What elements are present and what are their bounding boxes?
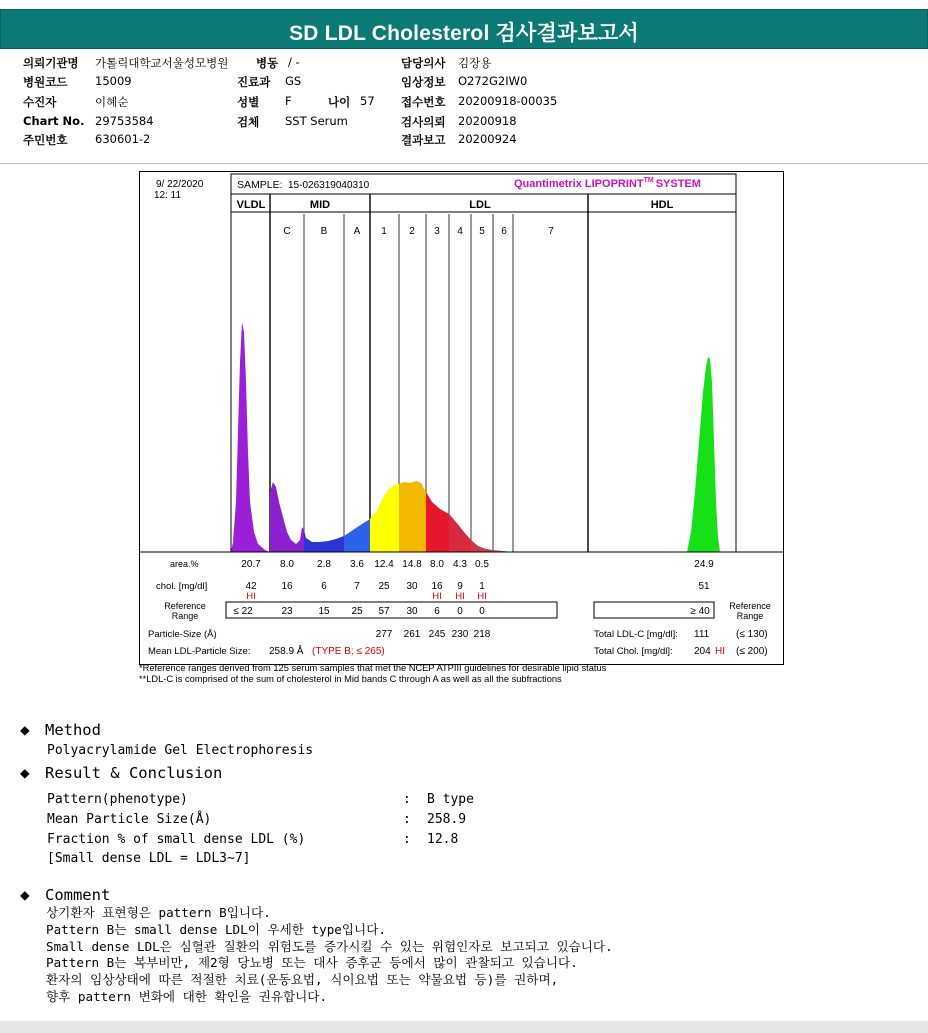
footnote-1: *Reference ranges derived from 125 serum samples that met the NCEP ATPIII guidelines for desirable lipid status	[139, 663, 607, 673]
ref-ldl5: 0	[479, 606, 485, 617]
chol-a: 7	[354, 581, 360, 592]
band-label-6: 6	[501, 226, 507, 237]
receipt-value: 20200918-00035	[458, 94, 558, 108]
clinical-value: O272G2IW0	[458, 74, 528, 88]
ref-a: 25	[351, 606, 363, 617]
chol-ldl3: 16	[431, 581, 443, 592]
lipoprint-svg	[140, 172, 783, 664]
result-note: [Small dense LDL = LDL3~7]	[47, 851, 251, 867]
row-label-area: area.%	[170, 559, 199, 569]
chol-b: 6	[321, 581, 327, 592]
row-label-particle: Particle-Size (Å)	[148, 629, 217, 640]
peak-vldl	[231, 322, 270, 552]
clinical-label: 임상정보	[401, 75, 446, 89]
ref-box-left	[226, 602, 557, 618]
mean-ldl-type: (TYPE B; ≤ 265)	[312, 646, 385, 657]
sample-label: SAMPLE:	[237, 179, 283, 191]
method-section	[20, 720, 101, 739]
specimen-value: SST Serum	[285, 114, 348, 128]
band-label-b: B	[320, 226, 328, 237]
id-value: 630601-2	[95, 132, 151, 146]
sample-id: 15-026319040310	[288, 180, 370, 191]
comment-line: Small dense LDL은 심혈관 질환의 위험도를 증가시킬 수 있는 위험인자로 보고되고 있습니다.	[46, 938, 613, 954]
band-label-5: 5	[479, 226, 485, 237]
area-ldl1: 12.4	[374, 559, 394, 570]
reference-values	[233, 606, 485, 617]
ref-vldl: ≤ 22	[233, 606, 253, 617]
brand-suffix: SYSTEM	[655, 178, 701, 190]
chol-c: 16	[281, 581, 293, 592]
area-vldl: 20.7	[241, 559, 261, 570]
sex-value: F	[285, 94, 292, 108]
report-date: 9/ 22/2020	[156, 179, 204, 190]
footer-band	[0, 1021, 928, 1033]
age-value: 57	[360, 94, 375, 108]
peak-ldl1	[370, 484, 399, 552]
hi-flag-ldl5: HI	[477, 591, 487, 602]
ref-hdl: ≥ 40	[690, 606, 710, 617]
request-value: 20200918	[458, 114, 517, 128]
comment-line: Pattern B는 복부비만, 제2형 당뇨병 또는 대사 증후군 등에서 많이 관찰되고 있습니다.	[46, 955, 578, 971]
result-value: 258.9	[427, 811, 467, 827]
result-date-label: 결과보고	[401, 133, 446, 147]
ref-ldl2: 30	[406, 606, 418, 617]
brand-text: Quantimetrix LIPOPRINT	[514, 178, 644, 190]
area-ldl5: 0.5	[475, 559, 489, 570]
hi-flags	[246, 591, 487, 602]
peak-ldl2	[399, 481, 426, 552]
result-label: Mean Particle Size(Å)	[47, 811, 212, 827]
peak-mid-a	[344, 519, 370, 552]
total-ldl-label: Total LDL-C [mg/dl]:	[594, 629, 678, 640]
id-label: 주민번호	[23, 133, 68, 147]
chol-ldl4: 9	[457, 581, 463, 592]
result-label: Fraction % of small dense LDL (%)	[47, 831, 306, 847]
diamond-icon: ◆	[20, 720, 30, 739]
comment-line: 환자의 임상상태에 따른 적절한 치료(운동요법, 식이요법 또는 약물요법 등)를 권하며,	[46, 972, 559, 988]
header-separator	[0, 163, 928, 164]
chol-ldl5: 1	[479, 581, 485, 592]
ps-ldl1: 277	[375, 629, 393, 640]
comment-lines	[46, 905, 613, 1006]
area-ldl3: 8.0	[430, 559, 444, 570]
ref-ldl3: 6	[434, 606, 440, 617]
ref-label-right-1: Reference	[729, 601, 771, 611]
footnote-2: **LDL-C is comprised of the sum of cholesterol in Mid bands C through A as well as all the subfractions	[139, 674, 562, 684]
report-title: SD LDL Cholesterol 검사결과보고서	[289, 22, 639, 45]
band-label-3: 3	[434, 226, 440, 237]
hi-flag-ldl3: HI	[432, 591, 442, 602]
ps-ldl2: 261	[403, 629, 421, 640]
report-time: 12: 11	[154, 190, 182, 201]
ward-label: 병동	[256, 56, 279, 70]
group-mid: MID	[309, 199, 331, 211]
doctor-value: 김장용	[458, 56, 492, 70]
result-rows	[47, 790, 474, 869]
ref-c: 23	[281, 606, 293, 617]
diamond-icon: ◆	[20, 763, 30, 782]
hi-flag-ldl4: HI	[455, 591, 465, 602]
ref-label-right-2: Range	[736, 611, 764, 621]
chart-no-value: 29753584	[95, 114, 154, 128]
chol-ldl1: 25	[378, 581, 390, 592]
area-b: 2.8	[317, 559, 331, 570]
total-ldl-ref: (≤ 130)	[736, 629, 768, 640]
result-colon: :	[403, 831, 411, 847]
ward-value: / -	[288, 55, 300, 69]
hi-flag-vldl: HI	[246, 591, 256, 602]
sex-label: 성별	[237, 95, 260, 109]
comment-line: 향후 pattern 변화에 대한 확인을 권유합니다.	[46, 988, 328, 1004]
band-label-4: 4	[457, 226, 463, 237]
peak-ldl5	[471, 540, 493, 552]
group-hdl: HDL	[650, 199, 674, 211]
ref-label-1: Reference	[164, 601, 206, 611]
group-ldl: LDL	[469, 199, 491, 211]
band-label-1: 1	[381, 226, 387, 237]
dept-value: GS	[285, 74, 302, 88]
comment-line: 상기환자 표현형은 pattern B입니다.	[46, 905, 271, 920]
group-vldl: VLDL	[236, 199, 266, 211]
chol-hdl: 51	[698, 581, 710, 592]
ref-ldl4: 0	[457, 606, 463, 617]
comment-heading: Comment	[44, 886, 111, 904]
dept-label: 진료과	[237, 75, 271, 89]
method-text: Polyacrylamide Gel Electrophoresis	[47, 743, 314, 758]
result-colon: :	[403, 792, 411, 807]
total-ldl-value: 111	[694, 629, 710, 640]
brand-name	[514, 177, 701, 190]
band-label-2: 2	[409, 226, 415, 237]
total-chol-flag: HI	[715, 646, 725, 657]
code-value: 15009	[95, 74, 132, 88]
total-chol-ref: (≤ 200)	[736, 646, 768, 657]
ps-ldl4: 230	[451, 629, 469, 640]
peak-ldl3	[426, 492, 449, 552]
band-label-a: A	[353, 226, 361, 237]
code-label: 병원코드	[23, 75, 68, 89]
ref-label-2: Range	[171, 611, 199, 621]
result-heading: Result & Conclusion	[44, 764, 223, 782]
ref-ldl1: 57	[378, 606, 390, 617]
result-row-fraction	[47, 830, 474, 850]
result-colon: :	[403, 811, 411, 827]
doctor-label: 담당의사	[401, 56, 446, 70]
comment-line: Pattern B는 small dense LDL이 우세한 type입니다.	[46, 921, 386, 937]
hospital-value: 가톨릭대학교서울성모병원	[95, 56, 229, 70]
patient-value: 이혜순	[95, 95, 129, 109]
lipoprint-report	[139, 171, 784, 665]
result-label: Pattern(phenotype)	[47, 792, 188, 807]
band-label-c: C	[283, 226, 291, 237]
peak-hdl	[687, 357, 720, 552]
area-a: 3.6	[350, 559, 364, 570]
method-heading: Method	[44, 721, 101, 739]
age-label: 나이	[328, 95, 351, 109]
ps-ldl5: 218	[473, 629, 491, 640]
request-label: 검사의뢰	[401, 115, 446, 129]
ref-b: 15	[318, 606, 330, 617]
chart-no-label: Chart No.	[23, 114, 85, 128]
peak-mid-c	[270, 482, 304, 552]
chol-vldl: 42	[245, 581, 257, 592]
row-label-chol: chol. [mg/dl]	[156, 581, 208, 592]
total-chol-label: Total Chol. [mg/dl]:	[594, 646, 673, 657]
specimen-label: 검체	[237, 115, 260, 129]
result-value: 12.8	[427, 831, 459, 847]
area-hdl: 24.9	[694, 559, 714, 570]
ps-ldl3: 245	[428, 629, 446, 640]
result-row-pattern	[47, 790, 474, 810]
result-section	[20, 763, 222, 782]
area-c: 8.0	[280, 559, 294, 570]
peak-mid-b	[304, 530, 344, 552]
brand-tm: TM	[643, 177, 654, 184]
report-title-bar	[0, 9, 928, 49]
area-ldl4: 4.3	[453, 559, 467, 570]
particle-sizes	[376, 629, 491, 640]
footnotes	[139, 663, 606, 685]
chol-ldl2: 30	[406, 581, 418, 592]
result-row-size	[47, 810, 474, 830]
result-value: B type	[427, 792, 474, 807]
area-ldl2: 14.8	[402, 559, 422, 570]
peak-ldl4	[449, 514, 471, 552]
patient-label: 수진자	[23, 95, 57, 109]
hospital-label: 의뢰기관명	[23, 56, 79, 70]
total-chol-value: 204	[694, 646, 711, 657]
mean-ldl-value: 258.9 Å	[269, 646, 304, 657]
result-date-value: 20200924	[458, 132, 517, 146]
receipt-label: 접수번호	[401, 95, 446, 109]
diamond-icon: ◆	[20, 885, 30, 904]
band-label-7: 7	[548, 226, 554, 237]
area-values	[241, 559, 714, 570]
comment-section	[20, 885, 110, 904]
mean-ldl-label: Mean LDL-Particle Size:	[148, 646, 251, 657]
